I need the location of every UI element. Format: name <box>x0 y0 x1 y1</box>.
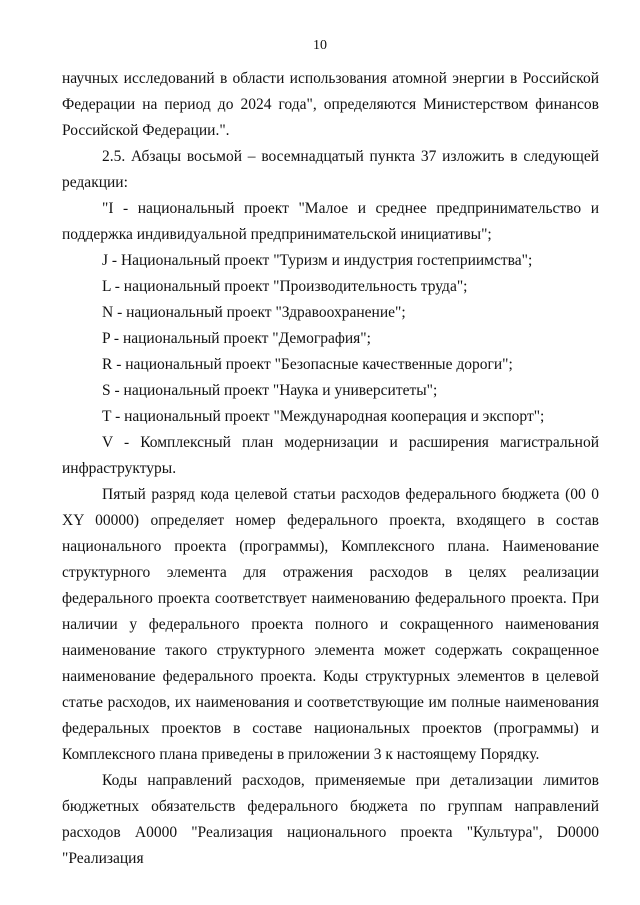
list-item-code-v: V - Комплексный план модернизации и расширения магистральной инфраструктуры. <box>62 434 599 477</box>
list-item-code-l: L - национальный проект "Производительность труда"; <box>102 278 468 295</box>
list-item-code-i: "I - национальный проект "Малое и среднее предпринимательство и поддержка индивидуальной предпринимательской инициативы"; <box>62 200 599 243</box>
paragraph-expense-codes: Коды направлений расходов, применяемые при детализации лимитов бюджетных обязательств федерального бюджета по группам направлений расходов A0000 "Реализация национального проекта "Культура", D0000 "Реализация <box>62 772 599 867</box>
paragraph-fifth-digit: Пятый разряд кода целевой статьи расходов федерального бюджета (00 0 XY 00000) определяет номер федерального проекта, входящего в состав национального проекта (программы), Комплексного плана. Наименование структурного элемента для отражения расходов в целях реализации федерального проекта соответствует наименованию федерального проекта. При наличии у федерального проекта полного и сокращенного наименования наименование такого структурного элемента может содержать сокращенное наименование федерального проекта. Коды структурных элементов в целевой статье расходов, их наименования и соответствующие им полные наименования федеральных проектов в составе национальных проектов (программы) и Комплексного плана приведены в приложении 3 к настоящему Порядку. <box>62 486 599 763</box>
paragraph-amendment-intro: 2.5. Абзацы восьмой – восемнадцатый пункта 37 изложить в следующей редакции: <box>62 148 599 191</box>
list-item-code-n: N - национальный проект "Здравоохранение"; <box>102 304 406 321</box>
list-item-code-s: S - национальный проект "Наука и университеты"; <box>102 382 438 399</box>
paragraph-continuation: научных исследований в области использования атомной энергии в Российской Федерации на период до 2024 года", определяются Министерством финансов Российской Федерации.". <box>62 70 599 139</box>
list-item-code-p: P - национальный проект "Демография"; <box>102 330 371 347</box>
page-number: 10 <box>313 38 327 53</box>
list-item-code-t: T - национальный проект "Международная кооперация и экспорт"; <box>102 408 545 425</box>
document-body <box>62 66 599 872</box>
list-item-code-r: R - национальный проект "Безопасные качественные дороги"; <box>102 356 513 373</box>
list-item-code-j: J - Национальный проект "Туризм и индустрия гостеприимства"; <box>102 252 533 269</box>
